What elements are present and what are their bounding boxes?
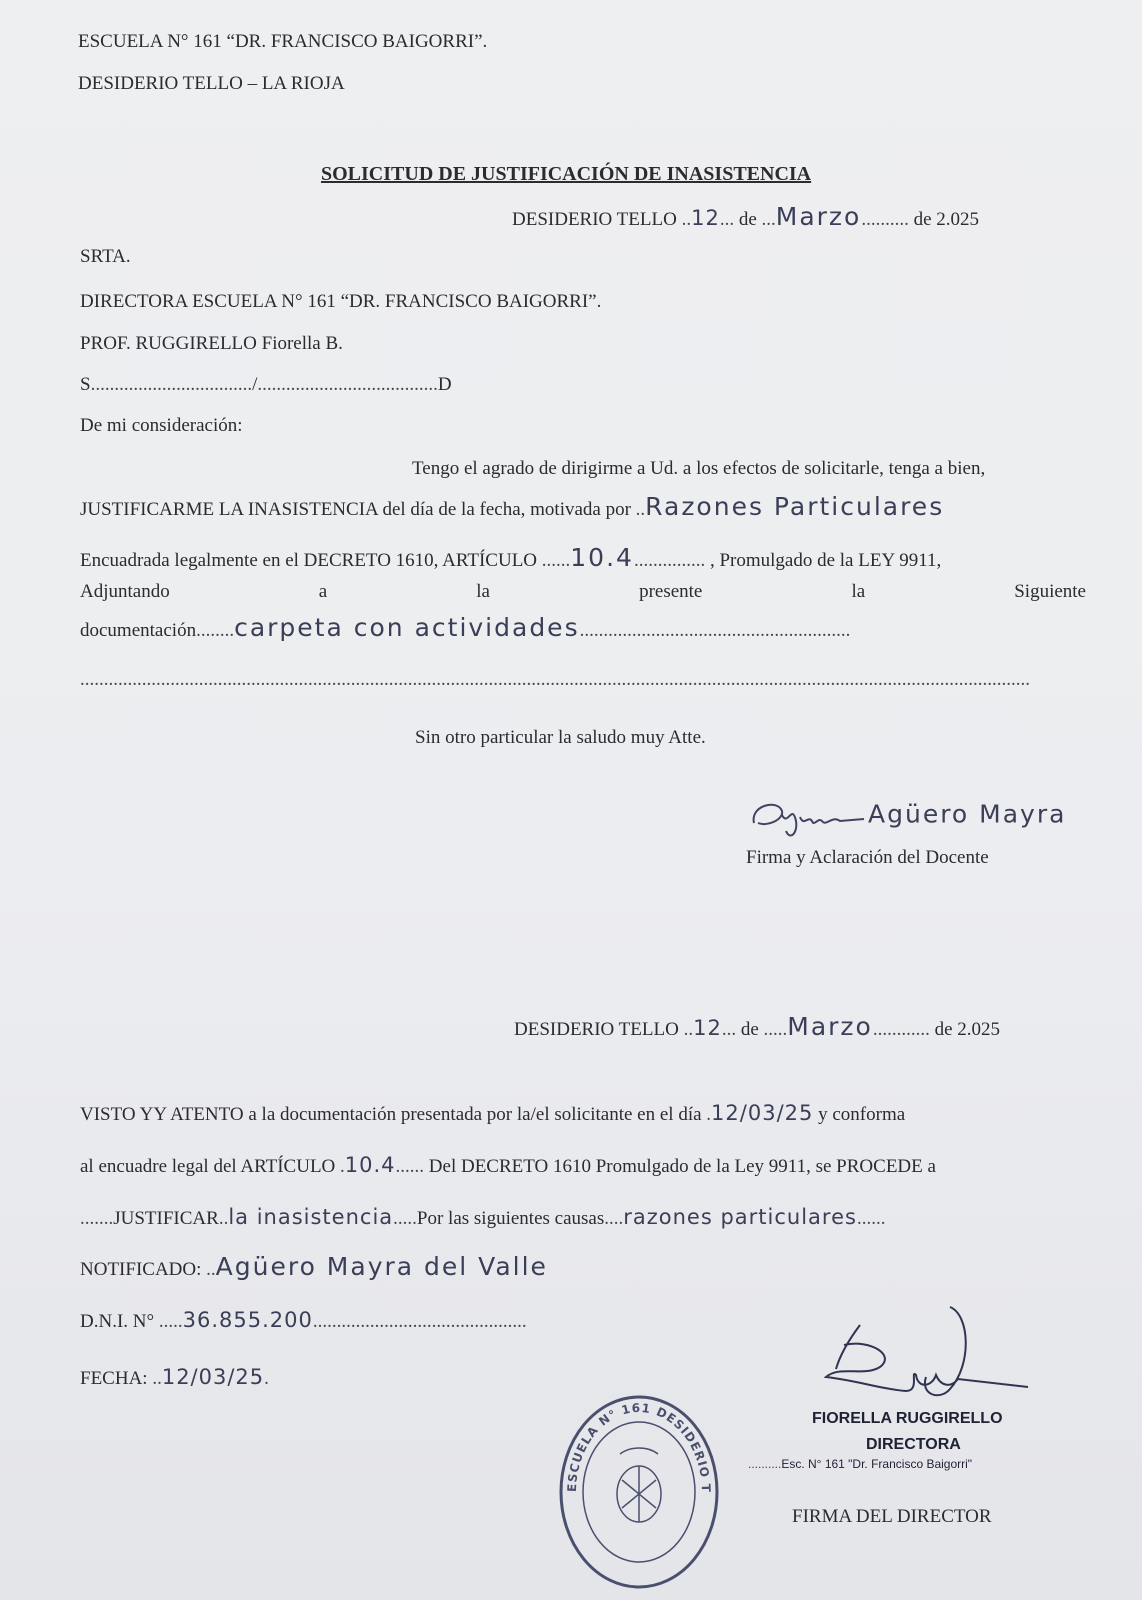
director-role: DIRECTORA [866, 1436, 961, 1453]
reason-value: Razones Particulares [645, 492, 945, 521]
notified-label: NOTIFICADO: [80, 1259, 202, 1280]
location-header: DESIDERIO TELLO – LA RIOJA [78, 73, 345, 94]
documentation-value: carpeta con actividades [234, 613, 580, 642]
article-prefix: Encuadrada legalmente en el DECRETO 1610, ARTÍCULO [80, 550, 538, 571]
slash: / [252, 374, 258, 395]
resolution-suffix: y conforma [818, 1104, 906, 1125]
word-siguiente: Siguiente [1014, 581, 1086, 602]
s-letter: S [80, 374, 91, 395]
document-title: SOLICITUD DE JUSTIFICACIÓN DE INASISTENCIA [321, 163, 812, 185]
director-name: FIORELLA RUGGIRELLO [812, 1410, 1003, 1427]
addressee-sd: S................................../......................................D [80, 374, 452, 395]
date-suffix: de 2.025 [913, 209, 980, 230]
teacher-name: Agüero Mayra [868, 799, 1067, 829]
director-school-text: Esc. N° 161 "Dr. Francisco Baigorri" [781, 1457, 973, 1471]
body-line-1: Tengo el agrado de dirigirme a Ud. a los efectos de solicitarle, tenga a bien, [412, 458, 986, 479]
resolution-article-prefix: al encuadre legal del ARTÍCULO [80, 1156, 336, 1177]
director-signature-scribble-icon [800, 1305, 1040, 1415]
resolution-date: 12/03/25 [711, 1101, 814, 1125]
teacher-signature [748, 793, 1066, 843]
notified-value: Agüero Mayra del Valle [215, 1252, 548, 1281]
date-prefix: DESIDERIO TELLO [512, 209, 677, 230]
school-seal-icon [556, 1392, 722, 1592]
word-adjuntando: Adjuntando [80, 581, 170, 602]
word-presente: presente [639, 581, 703, 602]
date-month: Marzo [775, 202, 862, 231]
date2-day: 12 [693, 1016, 722, 1040]
school-stamp [556, 1392, 722, 1592]
word-a: a [318, 581, 328, 602]
resolution-line-1: VISTO YY ATENTO a la documentación presentada por la/el solicitante en el día .12/03/25 y conforma [80, 1101, 906, 1125]
resolution-prefix: VISTO YY ATENTO a la documentación presentada por la/el solicitante en el día [80, 1104, 702, 1125]
date-line-top: DESIDERIO TELLO ..12... de ...Marzo.......... de 2.025 [512, 202, 980, 231]
body-line-4 [80, 580, 1086, 604]
d-letter: D [437, 374, 452, 395]
article-suffix: , Promulgado de la LEY 9911, [709, 550, 942, 571]
date2-suffix: de 2.025 [934, 1019, 1001, 1040]
addressee-director: DIRECTORA ESCUELA N° 161 “DR. FRANCISCO BAIGORRI”. [80, 291, 602, 312]
dni-value: 36.855.200 [182, 1308, 313, 1332]
date2-de: de [740, 1019, 759, 1040]
svg-text:ESCUELA N° 161 DESIDERIO TELLO [556, 1392, 713, 1493]
word-la-2: la [851, 581, 866, 602]
blank-dotted-line: ........................................................................................................................................................................................................ [80, 669, 1030, 690]
school-header: ESCUELA N° 161 “DR. FRANCISCO BAIGORRI”. [78, 31, 488, 52]
fecha-value: 12/03/25 [161, 1365, 265, 1389]
resolution-line-2: al encuadre legal del ARTÍCULO .10.4...... Del DECRETO 1610 Promulgado de la Ley 9911, se PROCEDE a [80, 1153, 936, 1177]
resolution-article: 10.4 [344, 1153, 396, 1177]
teacher-signature-caption: Firma y Aclaración del Docente [746, 847, 989, 868]
closing-line: Sin otro particular la saludo muy Atte. [415, 727, 706, 748]
documentation-prefix: documentación [80, 620, 197, 641]
fecha-line: FECHA: ..12/03/25. [80, 1365, 269, 1389]
director-caption: FIRMA DEL DIRECTOR [792, 1506, 992, 1527]
body-line-5: documentación........carpeta con actividades......................................................... [80, 613, 851, 642]
causes-value: razones particulares [623, 1205, 857, 1229]
addressee-name: PROF. RUGGIRELLO Fiorella B. [80, 333, 343, 354]
causes-label: Por las siguientes causas [416, 1208, 605, 1229]
word-la: la [476, 581, 490, 602]
date2-month: Marzo [787, 1012, 873, 1041]
addressee-title: SRTA. [80, 246, 131, 267]
resolution-article-suffix: Del DECRETO 1610 Promulgado de la Ley 9911, se PROCEDE a [428, 1156, 936, 1177]
signature-scribble-icon [748, 793, 868, 843]
date-day: 12 [691, 206, 720, 230]
director-school: ..........Esc. N° 161 "Dr. Francisco Baigorri" [748, 1457, 973, 1471]
dni-line: D.N.I. N° .....36.855.200............................................. [80, 1308, 527, 1332]
director-signature [800, 1305, 1050, 1420]
fecha-label: FECHA: [80, 1368, 148, 1389]
date-line-bottom: DESIDERIO TELLO ..12... de .....Marzo............ de 2.025 [514, 1012, 1001, 1041]
body-line-3: Encuadrada legalmente en el DECRETO 1610, ARTÍCULO ......10.4............... , Promulgado de la LEY 9911, [80, 543, 942, 572]
body-line-2: JUSTIFICARME LA INASISTENCIA del día de la fecha, motivada por ..Razones Particulares [80, 492, 945, 521]
resolution-line-3: .......JUSTIFICAR..la inasistencia.....Por las siguientes causas....razones particulares...... [80, 1205, 886, 1229]
reason-prefix: JUSTIFICARME LA INASISTENCIA del día de la fecha, motivada por [80, 499, 631, 520]
justify-label: JUSTIFICAR [113, 1208, 219, 1229]
dni-label: D.N.I. N° [80, 1311, 155, 1332]
date2-prefix: DESIDERIO TELLO [514, 1019, 679, 1040]
article-value: 10.4 [570, 543, 634, 572]
date-de: de [738, 209, 757, 230]
greeting: De mi consideración: [80, 415, 243, 436]
stamp-text: ESCUELA N° 161 DESIDERIO T [564, 1400, 714, 1494]
justify-value: la inasistencia [228, 1205, 394, 1229]
notified-line: NOTIFICADO: ..Agüero Mayra del Valle [80, 1252, 548, 1281]
